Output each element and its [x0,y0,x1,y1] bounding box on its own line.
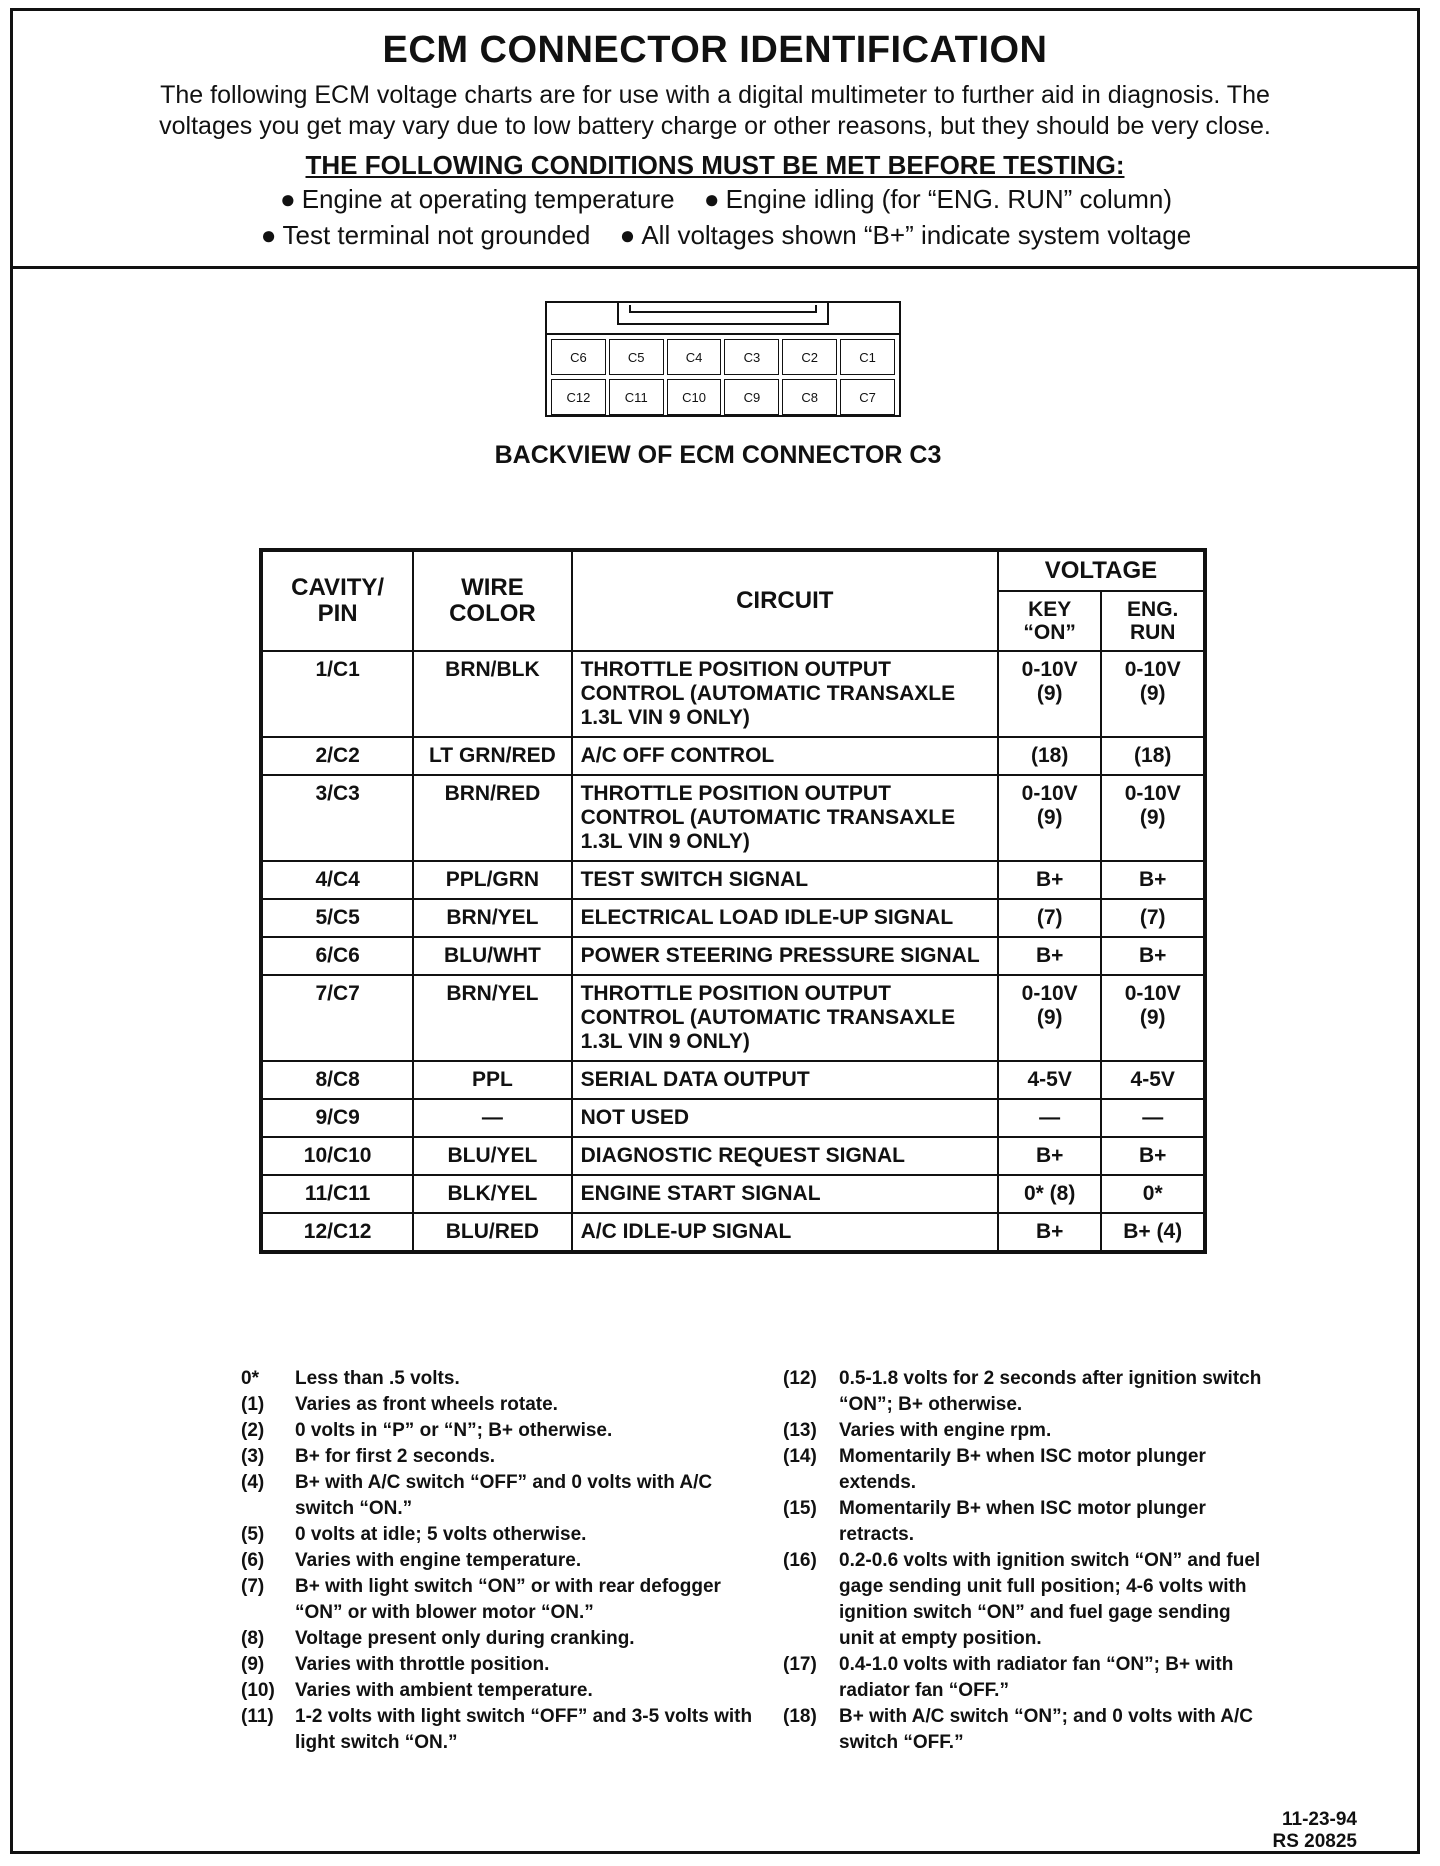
header-circuit: CIRCUIT [572,550,998,651]
conditions-title: THE FOLLOWING CONDITIONS MUST BE MET BEFORE TESTING: [305,150,1125,180]
table-row [261,775,1205,861]
footnote-text: B+ for first 2 seconds. [295,1446,496,1467]
footnotes-left [241,1366,761,1756]
footnote [783,1548,1263,1652]
footnote-text: 0.4-1.0 volts with radiator fan “ON”; B+ with radiator fan “OFF.” [839,1654,1234,1701]
footnote-number: (10) [241,1680,275,1701]
cell-circuit: TEST SWITCH SIGNAL [572,861,998,899]
footnote-text: B+ with A/C switch “ON”; and 0 volts with A/C switch “OFF.” [839,1706,1253,1753]
conditions-line-2 [13,217,1417,253]
document-ref: RS 20825 [1272,1831,1357,1852]
page-frame [10,8,1420,1854]
footnote [241,1522,761,1548]
cell-eng-run: 0-10V (9) [1101,775,1205,861]
document-id [1272,1809,1357,1853]
cell-pin: 7/C7 [261,975,413,1061]
ecm-voltage-table [259,548,1207,1254]
cell-circuit: NOT USED [572,1099,998,1137]
intro-text [83,80,1347,142]
footnote-text: Varies with throttle position. [295,1654,550,1675]
footnote-text: B+ with A/C switch “OFF” and 0 volts with A/C switch “ON.” [295,1472,713,1519]
footnote [783,1652,1263,1704]
table-header-row [261,550,1205,591]
connector-pin: C1 [840,339,895,375]
footnote [241,1548,761,1574]
table-row [261,1175,1205,1213]
table-row [261,737,1205,775]
page-title: ECM CONNECTOR IDENTIFICATION [382,29,1048,71]
footnote-number: (4) [241,1472,265,1493]
header-section [13,11,1417,269]
cell-key-on: 0* (8) [998,1175,1102,1213]
condition-item: Engine idling (for “ENG. RUN” column) [725,184,1173,214]
table-row [261,1213,1205,1252]
bullet-icon: ● [279,184,296,214]
connector-latch-inner [629,305,817,313]
footnote-number: (15) [783,1498,817,1519]
footnotes-right [783,1366,1263,1756]
footnote [241,1678,761,1704]
connector-diagram [545,301,901,417]
table-row [261,1137,1205,1175]
footnote [241,1704,761,1756]
footnote [783,1496,1263,1548]
header-eng-run: ENG. RUN [1101,591,1205,651]
footnote-number: (1) [241,1394,265,1415]
table-row [261,861,1205,899]
footnote-text: Voltage present only during cranking. [295,1628,635,1649]
cell-wire-color: BLU/RED [413,1213,571,1252]
footnote-number: (16) [783,1550,817,1571]
cell-pin: 8/C8 [261,1061,413,1099]
cell-wire-color: BLU/YEL [413,1137,571,1175]
cell-key-on: 0-10V (9) [998,651,1102,737]
footnote-text: Less than .5 volts. [295,1368,460,1389]
cell-wire-color: BRN/YEL [413,975,571,1061]
cell-pin: 11/C11 [261,1175,413,1213]
cell-key-on: B+ [998,937,1102,975]
connector-pin: C10 [667,379,722,415]
footnote-text: B+ with light switch “ON” or with rear defogger “ON” or with blower motor “ON.” [295,1576,721,1623]
footnote [241,1574,761,1626]
footnote-text: Varies with ambient temperature. [295,1680,593,1701]
header-key-on: KEY “ON” [998,591,1102,651]
cell-wire-color: — [413,1099,571,1137]
footnote [783,1366,1263,1418]
connector-pin: C7 [840,379,895,415]
footnote [241,1652,761,1678]
cell-circuit: A/C IDLE-UP SIGNAL [572,1213,998,1252]
footnote-text: 1-2 volts with light switch “OFF” and 3-5 volts with light switch “ON.” [295,1706,753,1753]
connector-pin: C11 [609,379,664,415]
cell-circuit: SERIAL DATA OUTPUT [572,1061,998,1099]
connector-bottom-row [551,379,895,415]
footnote-text: Varies with engine temperature. [295,1550,582,1571]
cell-pin: 12/C12 [261,1213,413,1252]
footnote-text: 0 volts at idle; 5 volts otherwise. [295,1524,587,1545]
connector-top-row [551,339,895,375]
cell-wire-color: BRN/YEL [413,899,571,937]
cell-eng-run: — [1101,1099,1205,1137]
cell-circuit: THROTTLE POSITION OUTPUT CONTROL (AUTOMATIC TRANSAXLE 1.3L VIN 9 ONLY) [572,975,998,1061]
connector-pin: C6 [551,339,606,375]
cell-circuit: A/C OFF CONTROL [572,737,998,775]
footnote-text: 0.2-0.6 volts with ignition switch “ON” and fuel gage sending unit full position; 4-6 volts with ignition switch “ON” and fuel gage sending unit at empty position. [839,1550,1261,1649]
footnote [241,1418,761,1444]
footnote-number: (9) [241,1654,265,1675]
cell-key-on: (7) [998,899,1102,937]
footnote [241,1392,761,1418]
footnote [241,1470,761,1522]
intro-line-2: voltages you get may vary due to low battery charge or other reasons, but they should be very close. [159,112,1271,140]
footnote-text: Momentarily B+ when ISC motor plunger retracts. [839,1498,1206,1545]
cell-eng-run: (7) [1101,899,1205,937]
bullet-icon: ● [260,220,277,250]
cell-pin: 4/C4 [261,861,413,899]
footnote-text: Varies as front wheels rotate. [295,1394,558,1415]
cell-eng-run: B+ (4) [1101,1213,1205,1252]
cell-eng-run: B+ [1101,937,1205,975]
connector-latch [617,301,829,325]
footnote-text: Momentarily B+ when ISC motor plunger extends. [839,1446,1206,1493]
condition-item: Test terminal not grounded [282,220,591,250]
footnote-text: 0.5-1.8 volts for 2 seconds after ignition switch “ON”; B+ otherwise. [839,1368,1262,1415]
connector-pin: C5 [609,339,664,375]
table-row [261,1061,1205,1099]
connector-pin: C8 [782,379,837,415]
footnote [783,1444,1263,1496]
footnote [241,1626,761,1652]
cell-pin: 10/C10 [261,1137,413,1175]
cell-circuit: THROTTLE POSITION OUTPUT CONTROL (AUTOMATIC TRANSAXLE 1.3L VIN 9 ONLY) [572,651,998,737]
connector-latch-row [547,303,899,335]
cell-pin: 3/C3 [261,775,413,861]
cell-circuit: THROTTLE POSITION OUTPUT CONTROL (AUTOMATIC TRANSAXLE 1.3L VIN 9 ONLY) [572,775,998,861]
footnote-number: (17) [783,1654,817,1675]
bullet-icon: ● [619,220,636,250]
cell-key-on: B+ [998,1213,1102,1252]
table-body [261,651,1205,1252]
cell-eng-run: 0-10V (9) [1101,651,1205,737]
cell-pin: 9/C9 [261,1099,413,1137]
cell-wire-color: PPL [413,1061,571,1099]
cell-key-on: 0-10V (9) [998,975,1102,1061]
connector-pin: C12 [551,379,606,415]
footnote-number: (7) [241,1576,265,1597]
connector-pin: C3 [724,339,779,375]
footnote-number: (6) [241,1550,265,1571]
table-row [261,1099,1205,1137]
cell-eng-run: B+ [1101,861,1205,899]
footnote-text: Varies with engine rpm. [839,1420,1052,1441]
footnote-number: (18) [783,1706,817,1727]
connector-pin: C9 [724,379,779,415]
footnote-number: (5) [241,1524,265,1545]
cell-wire-color: BLK/YEL [413,1175,571,1213]
cell-pin: 5/C5 [261,899,413,937]
document-date: 11-23-94 [1281,1809,1357,1830]
footnote [241,1366,761,1392]
cell-eng-run: B+ [1101,1137,1205,1175]
cell-wire-color: BRN/RED [413,775,571,861]
condition-item: Engine at operating temperature [301,184,675,214]
cell-key-on: 0-10V (9) [998,775,1102,861]
cell-circuit: ENGINE START SIGNAL [572,1175,998,1213]
footnote-number: (8) [241,1628,265,1649]
footnote-number: (13) [783,1420,817,1441]
table-row [261,651,1205,737]
footnote-number: 0* [241,1368,259,1389]
cell-eng-run: 0* [1101,1175,1205,1213]
cell-eng-run: 0-10V (9) [1101,975,1205,1061]
connector-pin: C2 [782,339,837,375]
connector-caption: BACKVIEW OF ECM CONNECTOR C3 [494,441,942,469]
cell-eng-run: 4-5V [1101,1061,1205,1099]
table-row [261,899,1205,937]
footnote-number: (12) [783,1368,817,1389]
table-row [261,975,1205,1061]
connector-pin: C4 [667,339,722,375]
cell-pin: 2/C2 [261,737,413,775]
cell-wire-color: BRN/BLK [413,651,571,737]
cell-circuit: POWER STEERING PRESSURE SIGNAL [572,937,998,975]
conditions-line-1 [13,181,1417,217]
cell-key-on: 4-5V [998,1061,1102,1099]
cell-circuit: ELECTRICAL LOAD IDLE-UP SIGNAL [572,899,998,937]
footnote [241,1444,761,1470]
cell-wire-color: BLU/WHT [413,937,571,975]
bullet-icon: ● [703,184,720,214]
footnote-number: (2) [241,1420,265,1441]
cell-key-on: B+ [998,861,1102,899]
cell-wire-color: LT GRN/RED [413,737,571,775]
cell-key-on: (18) [998,737,1102,775]
cell-key-on: — [998,1099,1102,1137]
footnote-number: (11) [241,1706,274,1727]
footnote-number: (3) [241,1446,265,1467]
intro-line-1: The following ECM voltage charts are for use with a digital multimeter to further aid in diagnosis. The [160,81,1270,109]
cell-pin: 6/C6 [261,937,413,975]
connector-pin-grid [551,339,895,419]
footnote [783,1704,1263,1756]
cell-pin: 1/C1 [261,651,413,737]
cell-circuit: DIAGNOSTIC REQUEST SIGNAL [572,1137,998,1175]
cell-eng-run: (18) [1101,737,1205,775]
footnote-text: 0 volts in “P” or “N”; B+ otherwise. [295,1420,613,1441]
cell-key-on: B+ [998,1137,1102,1175]
footnote-number: (14) [783,1446,817,1467]
header-cavity: CAVITY/ PIN [261,550,413,651]
header-wire-color: WIRE COLOR [413,550,571,651]
condition-item: All voltages shown “B+” indicate system voltage [641,220,1192,250]
cell-wire-color: PPL/GRN [413,861,571,899]
table-row [261,937,1205,975]
footnote [783,1418,1263,1444]
header-voltage: VOLTAGE [998,550,1205,591]
